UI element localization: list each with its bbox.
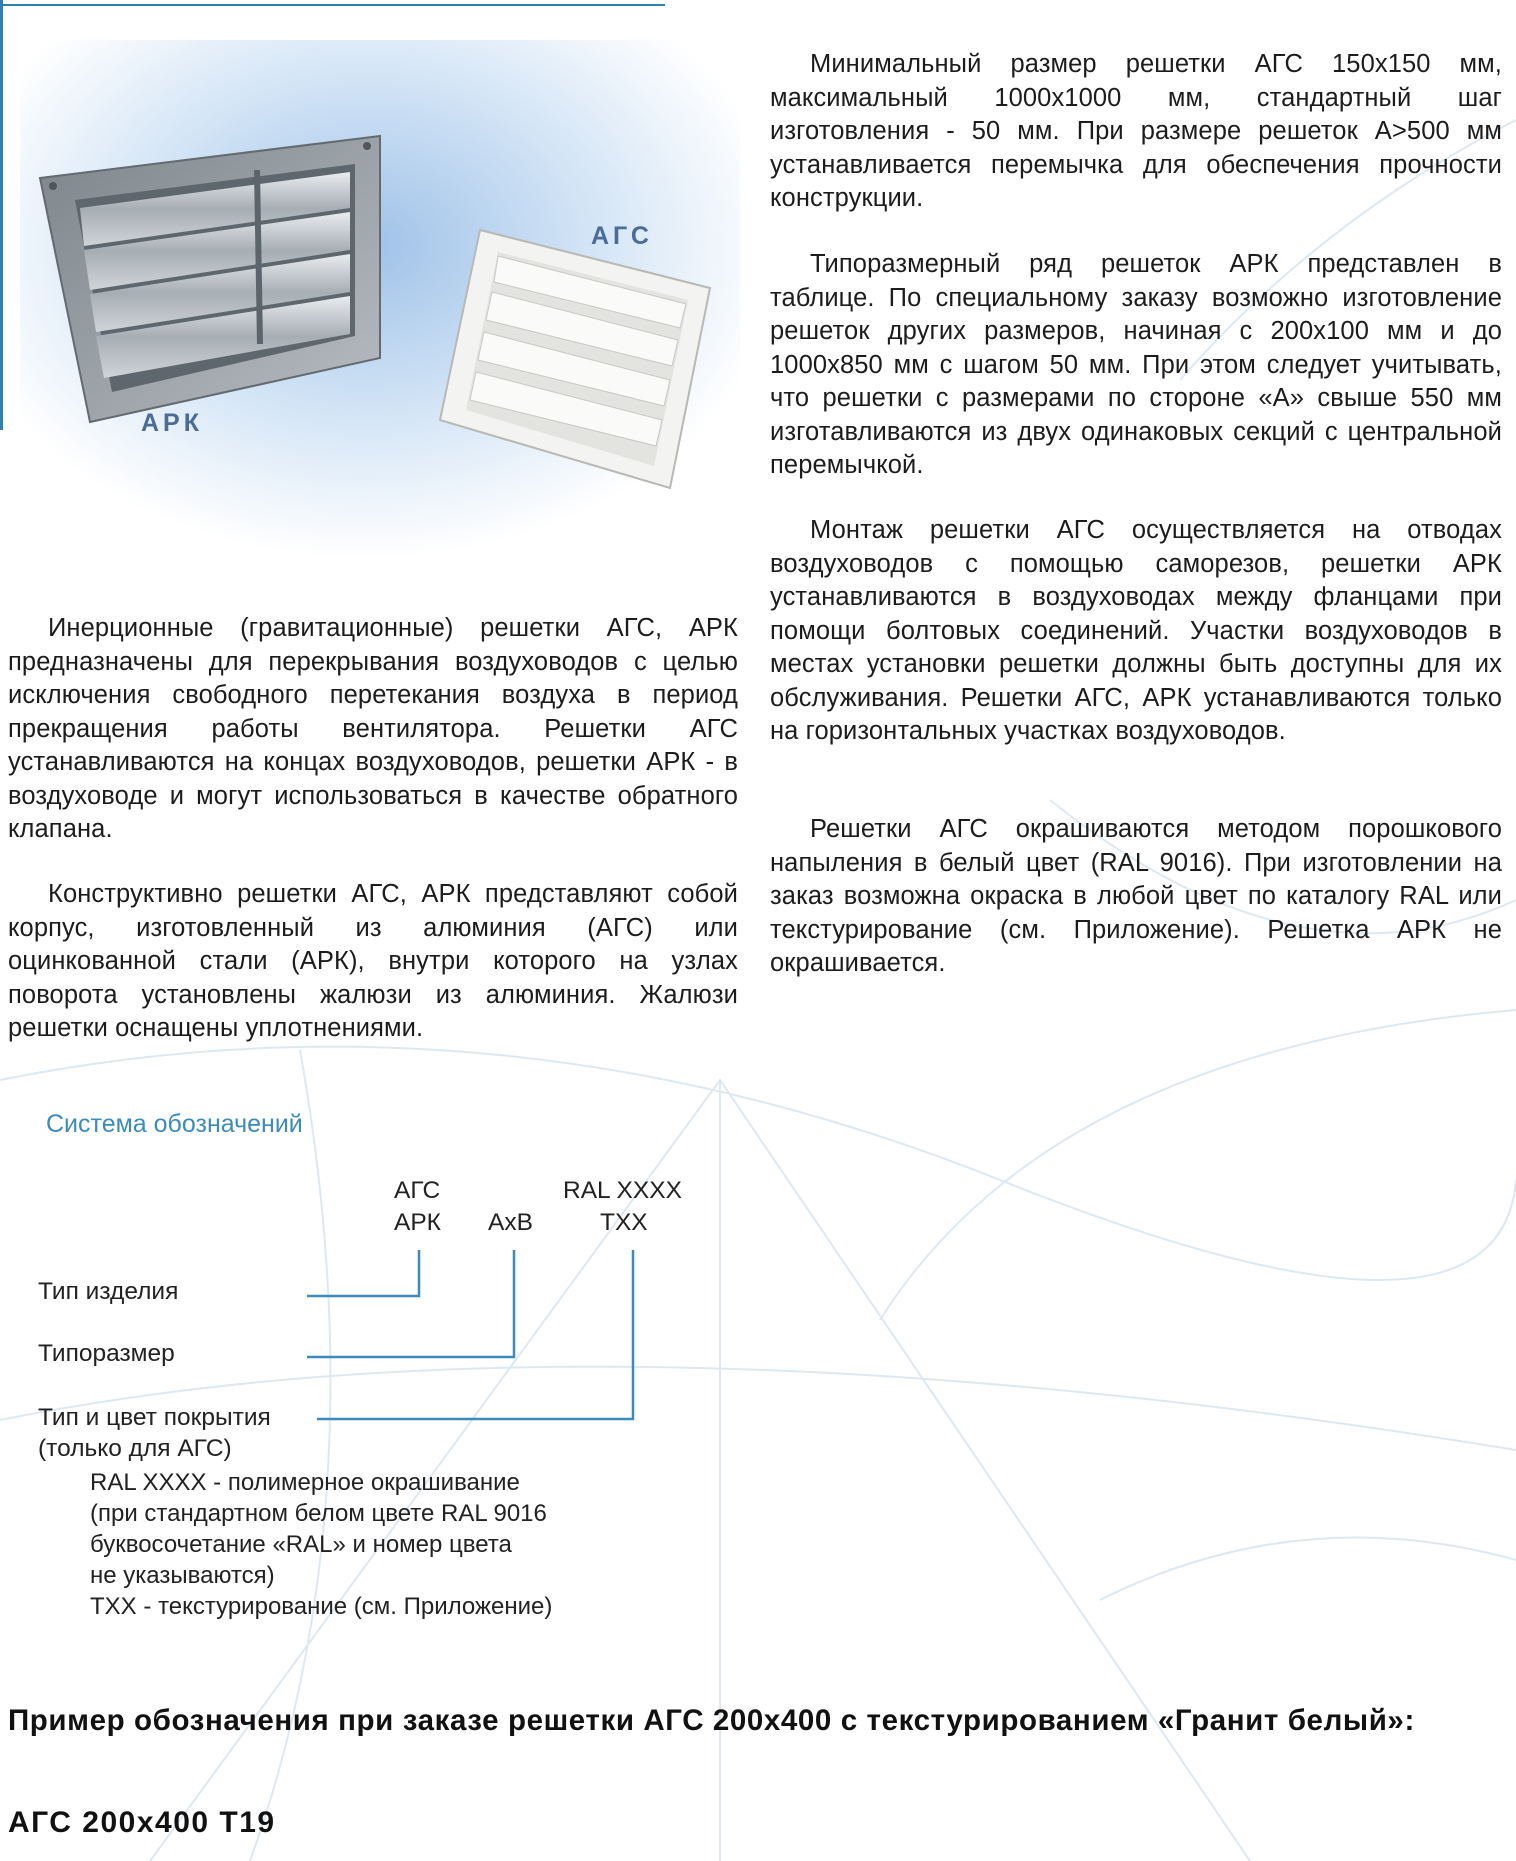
note-line: RAL XXXX - полимерное окрашивание [90,1469,520,1496]
code-type-1: АГС [394,1177,441,1204]
coating-notes [90,1467,552,1622]
code-size: АхВ [488,1209,533,1236]
label-coating: Тип и цвет покрытия [38,1404,271,1431]
note-line: не указываются) [90,1562,275,1589]
text-paragraph: Инерционные (гравитационные) решетки АГС, АРК предназначены для перекрывания воздуховодов с целью исключения свободного перетекания воздуха в период прекращения работы вентилятора. Решетки АГС устанавливаются на концах воздуховодов, решетки АРК - в воздуховоде и могут использоваться в качестве обратного клапана. [8,614,738,843]
label-product-type: Тип изделия [38,1278,179,1305]
label-coating-note: (только для АГС) [38,1435,232,1462]
order-example-heading: Пример обозначения при заказе решетки АГС 200х400 с текстурированием «Гранит белый»: [8,1704,1415,1737]
text-paragraph: Решетки АГС окрашиваются методом порошкового напыления в белый цвет (RAL 9016). При изготовлении на заказ возможна окраска в любой цвет по каталогу RAL или текстурирование (см. Приложение). Решетка АРК не окрашивается. [770,815,1502,977]
order-example-code: АГС 200х400 Т19 [8,1806,276,1839]
text-paragraph: Конструктивно решетки АГС, АРК представляют собой корпус, изготовленный из алюминия (АГС) или оцинкованной стали (АРК), внутри которого на узлах поворота установлены жалюзи из алюминия. Жалюзи решетки оснащены уплотнениями. [8,880,738,1042]
ark-photo-label: АРК [141,409,203,437]
ags-photo-label: АГС [591,222,653,250]
text-paragraph: Монтаж решетки АГС осуществляется на отводах воздуховодов с помощью саморезов, решетки АРК устанавливаются в воздуховодах между фланцами при помощи болтовых соединений. Участки воздуховодов в местах установки решетки должны быть доступны для их обслуживания. Решетки АГС, АРК устанавливаются только на горизонтальных участках воздуховодов. [770,516,1502,745]
code-txx: ТХХ [600,1209,648,1236]
code-ral: RAL XXXX [563,1177,682,1204]
designation-title: Система обозначений [46,1110,303,1138]
text-paragraph: Минимальный размер решетки АГС 150х150 мм, максимальный 1000х1000 мм, стандартный шаг изготовления - 50 мм. При размере решеток А>500 мм устанавливается перемычка для обеспечения прочности конструкции. [770,50,1502,212]
code-type-2: АРК [394,1209,441,1236]
text-paragraph: Типоразмерный ряд решеток АРК представлен в таблице. По специальному заказу возможно изготовление решеток других размеров, начиная с 200х100 мм и до 1000х850 мм с шагом 50 мм. При этом следует учитывать, что решетки с размерами по стороне «А» свыше 550 мм изготавливаются из двух одинаковых секций с центральной перемычкой. [770,250,1502,479]
label-size: Типоразмер [38,1340,175,1367]
note-line: ТХХ - текстурирование (см. Приложение) [90,1593,553,1620]
note-line: (при стандартном белом цвете RAL 9016 [90,1500,547,1527]
note-line: буквосочетание «RAL» и номер цвета [90,1531,512,1558]
